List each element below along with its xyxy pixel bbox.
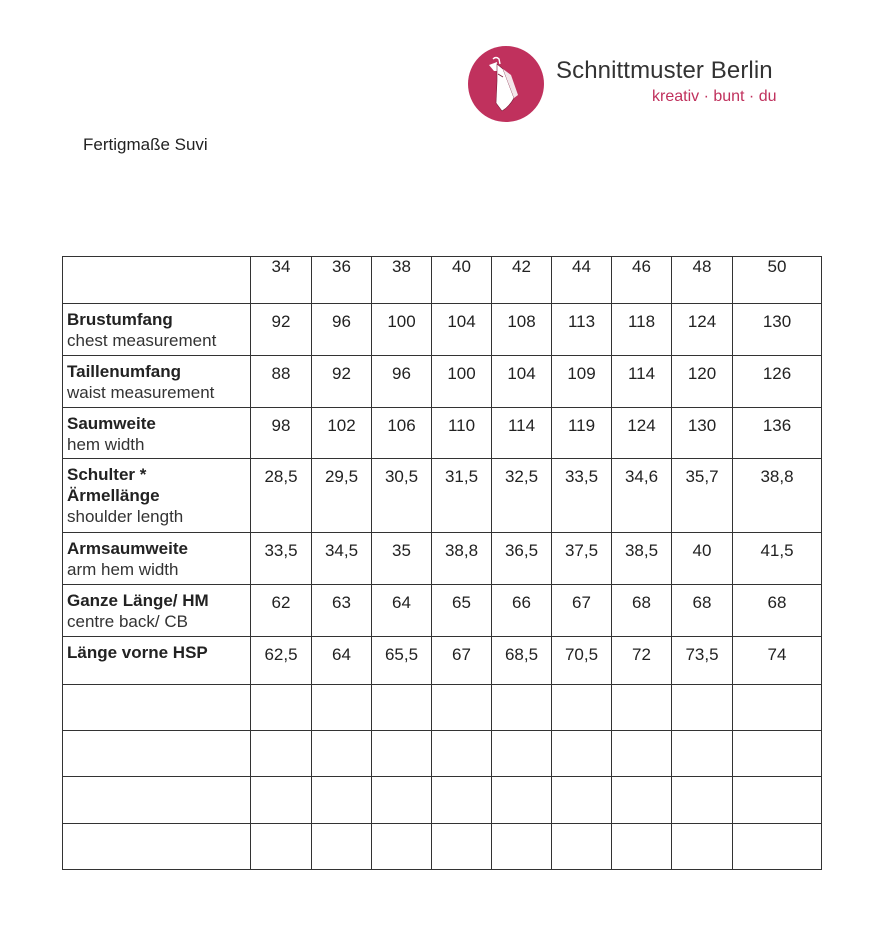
size-header-36: 36	[312, 257, 372, 304]
size-header-50: 50	[733, 257, 822, 304]
measurement-row	[63, 585, 822, 636]
value-cell: 64	[372, 585, 432, 636]
empty-cell	[733, 823, 822, 869]
value-cell: 38,8	[432, 533, 492, 585]
value-cell: 119	[552, 407, 612, 458]
size-header-34: 34	[251, 257, 312, 304]
value-cell: 68	[612, 585, 672, 636]
label-german: Taillenumfang	[67, 362, 181, 382]
size-header-46: 46	[612, 257, 672, 304]
empty-cell	[552, 731, 612, 777]
value-cell: 114	[612, 356, 672, 407]
empty-cell	[312, 684, 372, 730]
label-english: chest measurement	[67, 331, 217, 350]
brand-logo	[467, 45, 545, 123]
measurement-row	[63, 304, 822, 356]
empty-cell	[733, 777, 822, 823]
empty-cell	[372, 777, 432, 823]
empty-cell	[432, 777, 492, 823]
empty-cell	[432, 684, 492, 730]
empty-row	[63, 684, 822, 730]
value-cell: 96	[372, 356, 432, 407]
size-header-38: 38	[372, 257, 432, 304]
empty-cell	[432, 731, 492, 777]
label-german: Armsaumweite	[67, 539, 188, 559]
empty-cell	[432, 823, 492, 869]
empty-cell	[492, 731, 552, 777]
value-cell: 114	[492, 407, 552, 458]
empty-cell	[251, 777, 312, 823]
empty-cell	[612, 731, 672, 777]
value-cell: 100	[372, 304, 432, 356]
value-cell: 113	[552, 304, 612, 356]
measurement-row	[63, 356, 822, 407]
empty-cell	[63, 731, 251, 777]
value-cell: 106	[372, 407, 432, 458]
value-cell: 65,5	[372, 636, 432, 684]
row-label	[63, 458, 251, 532]
label-german-line2: Ärmellänge	[67, 485, 160, 505]
value-cell: 30,5	[372, 458, 432, 532]
size-header-44: 44	[552, 257, 612, 304]
row-label	[63, 585, 251, 636]
value-cell: 28,5	[251, 458, 312, 532]
empty-cell	[63, 777, 251, 823]
value-cell: 74	[733, 636, 822, 684]
size-header-40: 40	[432, 257, 492, 304]
value-cell: 130	[672, 407, 733, 458]
brand-block	[556, 57, 777, 107]
empty-cell	[251, 731, 312, 777]
value-cell: 66	[492, 585, 552, 636]
value-cell: 100	[432, 356, 492, 407]
empty-cell	[733, 684, 822, 730]
value-cell: 130	[733, 304, 822, 356]
value-cell: 35,7	[672, 458, 733, 532]
label-english: hem width	[67, 434, 145, 454]
label-german: Länge vorne HSP	[67, 642, 208, 662]
empty-row	[63, 731, 822, 777]
row-label	[63, 356, 251, 407]
value-cell: 126	[733, 356, 822, 407]
value-cell: 68,5	[492, 636, 552, 684]
value-cell: 96	[312, 304, 372, 356]
empty-cell	[612, 777, 672, 823]
value-cell: 70,5	[552, 636, 612, 684]
value-cell: 38,5	[612, 533, 672, 585]
value-cell: 38,8	[733, 458, 822, 532]
empty-cell	[312, 731, 372, 777]
value-cell: 73,5	[672, 636, 733, 684]
value-cell: 37,5	[552, 533, 612, 585]
value-cell: 33,5	[251, 533, 312, 585]
empty-row	[63, 823, 822, 869]
empty-cell	[251, 684, 312, 730]
empty-cell	[312, 823, 372, 869]
value-cell: 109	[552, 356, 612, 407]
value-cell: 33,5	[552, 458, 612, 532]
value-cell: 64	[312, 636, 372, 684]
value-cell: 68	[733, 585, 822, 636]
value-cell: 110	[432, 407, 492, 458]
empty-cell	[612, 823, 672, 869]
empty-row	[63, 777, 822, 823]
value-cell: 35	[372, 533, 432, 585]
brand-name: Schnittmuster Berlin	[556, 57, 773, 84]
measurement-row	[63, 458, 822, 532]
value-cell: 29,5	[312, 458, 372, 532]
empty-cell	[672, 823, 733, 869]
value-cell: 65	[432, 585, 492, 636]
value-cell: 67	[552, 585, 612, 636]
empty-cell	[312, 777, 372, 823]
size-header-42: 42	[492, 257, 552, 304]
label-german: Schulter *	[67, 464, 147, 484]
empty-cell	[492, 684, 552, 730]
value-cell: 63	[312, 585, 372, 636]
measurement-row	[63, 636, 822, 684]
corner-cell	[63, 257, 251, 304]
value-cell: 92	[251, 304, 312, 356]
label-german: Brustumfang	[67, 310, 173, 329]
label-english: waist measurement	[67, 383, 215, 403]
measurement-row	[63, 533, 822, 585]
value-cell: 67	[432, 636, 492, 684]
label-german: Ganze Länge/ HM	[67, 591, 209, 611]
value-cell: 62	[251, 585, 312, 636]
value-cell: 41,5	[733, 533, 822, 585]
size-header-row	[63, 257, 822, 304]
value-cell: 34,6	[612, 458, 672, 532]
label-english: shoulder length	[67, 506, 184, 526]
value-cell: 98	[251, 407, 312, 458]
empty-cell	[372, 823, 432, 869]
label-english: arm hem width	[67, 560, 179, 580]
value-cell: 88	[251, 356, 312, 407]
empty-cell	[672, 684, 733, 730]
empty-cell	[63, 823, 251, 869]
empty-cell	[552, 684, 612, 730]
measurement-row	[63, 407, 822, 458]
value-cell: 104	[432, 304, 492, 356]
value-cell: 62,5	[251, 636, 312, 684]
value-cell: 31,5	[432, 458, 492, 532]
value-cell: 104	[492, 356, 552, 407]
empty-cell	[672, 731, 733, 777]
value-cell: 36,5	[492, 533, 552, 585]
measurement-table	[62, 256, 822, 870]
row-label	[63, 636, 251, 684]
row-label	[63, 533, 251, 585]
row-label	[63, 407, 251, 458]
label-german: Saumweite	[67, 413, 156, 433]
value-cell: 68	[672, 585, 733, 636]
empty-cell	[552, 823, 612, 869]
value-cell: 40	[672, 533, 733, 585]
value-cell: 34,5	[312, 533, 372, 585]
value-cell: 108	[492, 304, 552, 356]
brand-tagline: kreativ · bunt · du	[652, 88, 777, 105]
value-cell: 118	[612, 304, 672, 356]
empty-cell	[492, 777, 552, 823]
empty-cell	[63, 684, 251, 730]
label-english: centre back/ CB	[67, 612, 188, 632]
value-cell: 32,5	[492, 458, 552, 532]
empty-cell	[492, 823, 552, 869]
empty-cell	[612, 684, 672, 730]
empty-cell	[672, 777, 733, 823]
document-title: Fertigmaße Suvi	[83, 135, 208, 154]
empty-cell	[552, 777, 612, 823]
empty-cell	[372, 731, 432, 777]
value-cell: 120	[672, 356, 733, 407]
row-label	[63, 304, 251, 356]
empty-cell	[733, 731, 822, 777]
value-cell: 102	[312, 407, 372, 458]
value-cell: 124	[612, 407, 672, 458]
value-cell: 92	[312, 356, 372, 407]
value-cell: 124	[672, 304, 733, 356]
value-cell: 72	[612, 636, 672, 684]
value-cell: 136	[733, 407, 822, 458]
empty-cell	[372, 684, 432, 730]
empty-cell	[251, 823, 312, 869]
size-header-48: 48	[672, 257, 733, 304]
